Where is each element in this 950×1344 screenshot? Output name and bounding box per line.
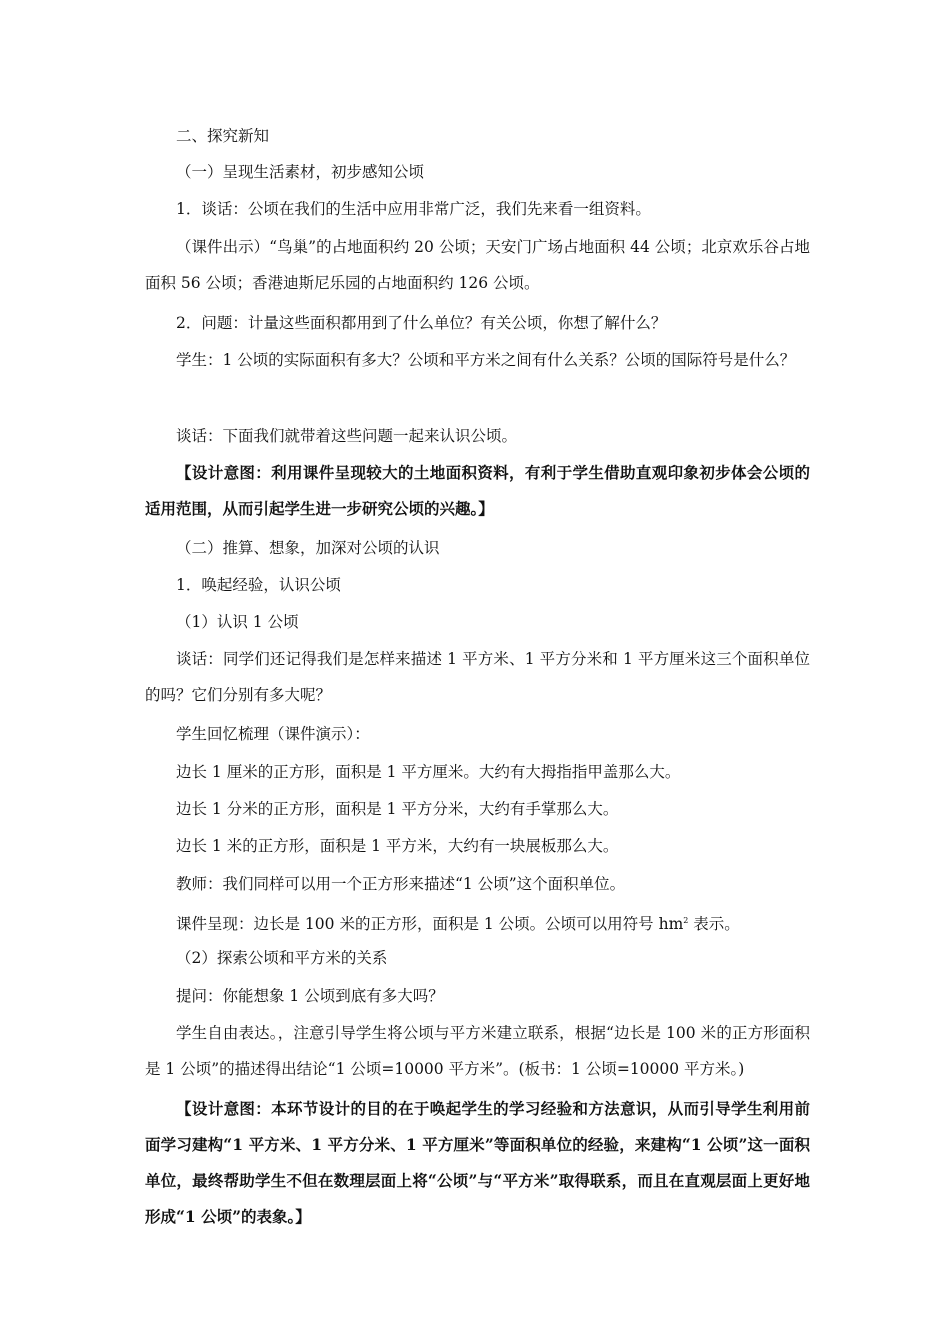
paragraph-student-recall: 学生回忆梳理（课件演示）： xyxy=(176,725,370,743)
subsection-heading-1: （一）呈现生活素材，初步感知公顷 xyxy=(176,163,425,181)
step-heading-1: 1．唤起经验，认识公顷 xyxy=(176,576,341,594)
paragraph-talk-1: 1．谈话：公顷在我们的生活中应用非常广泛，我们先来看一组资料。 xyxy=(176,200,651,218)
paragraph-student-questions: 学生：1 公顷的实际面积有多大？公顷和平方米之间有什么关系？公顷的国际符号是什么？ xyxy=(176,351,796,369)
courseware-hectare-text: 课件呈现：边长是 100 米的正方形，面积是 1 公顷。公顷可以用符号 hm xyxy=(176,915,684,934)
sub-step-heading-1: （1）认识 1 公顷 xyxy=(176,613,299,631)
paragraph-talk-3: 谈话：同学们还记得我们是怎样来描述 1 平方米、1 平方分米和 1 平方厘米这三个面积单位的吗？它们分别有多大呢？ xyxy=(145,650,810,704)
design-intent-2: 【设计意图：本环节设计的目的在于唤起学生的学习经验和方法意识，从而引导学生利用前面学习建构“1 平方米、1 平方分米、1 平方厘米”等面积单位的经验，来建构“1 公顷”这一面积单位，最终帮助学生不但在数理层面上将“公顷”与“平方米”取得联系，而且在直观层面上更好地形成“1 公顷”的表象。】 xyxy=(145,1099,810,1226)
design-intent-1: 【设计意图：利用课件呈现较大的土地面积资料，有利于学生借助直观印象初步体会公顷的适用范围，从而引起学生进一步研究公顷的兴趣。】 xyxy=(145,463,810,518)
paragraph-question-2: 2．问题：计量这些面积都用到了什么单位？有关公顷，你想了解什么？ xyxy=(176,314,667,332)
paragraph-square-m: 边长 1 米的正方形，面积是 1 平方米，大约有一块展板那么大。 xyxy=(176,837,619,855)
paragraph-question-3: 提问：你能想象 1 公顷到底有多大吗？ xyxy=(176,987,444,1005)
paragraph-square-dm: 边长 1 分米的正方形，面积是 1 平方分米，大约有手掌那么大。 xyxy=(176,800,619,818)
paragraph-courseware-hectare xyxy=(145,903,810,942)
paragraph-teacher: 教师：我们同样可以用一个正方形来描述“1 公顷”这个面积单位。 xyxy=(176,875,626,893)
section-heading: 二、探究新知 xyxy=(176,127,270,145)
subsection-heading-2: （二）推算、想象，加深对公顷的认识 xyxy=(176,539,440,557)
unit-superscript: 2 xyxy=(683,916,689,925)
courseware-hectare-suffix: 表示。 xyxy=(688,915,740,934)
paragraph-square-cm: 边长 1 厘米的正方形，面积是 1 平方厘米。大约有大拇指指甲盖那么大。 xyxy=(176,763,681,781)
paragraph-talk-2: 谈话：下面我们就带着这些问题一起来认识公顷。 xyxy=(176,427,518,445)
paragraph-student-expression: 学生自由表达。，注意引导学生将公顷与平方米建立联系，根据“边长是 100 米的正方形面积是 1 公顷”的描述得出结论“1 公顷=10000 平方米”。(板书：1 公顷=10000 平方米。) xyxy=(145,1024,810,1078)
sub-step-heading-2: （2）探索公顷和平方米的关系 xyxy=(176,949,388,967)
paragraph-courseware-data: （课件出示）“鸟巢”的占地面积约 20 公顷；天安门广场占地面积 44 公顷；北京欢乐谷占地面积 56 公顷；香港迪斯尼乐园的占地面积约 126 公顷。 xyxy=(145,238,810,292)
